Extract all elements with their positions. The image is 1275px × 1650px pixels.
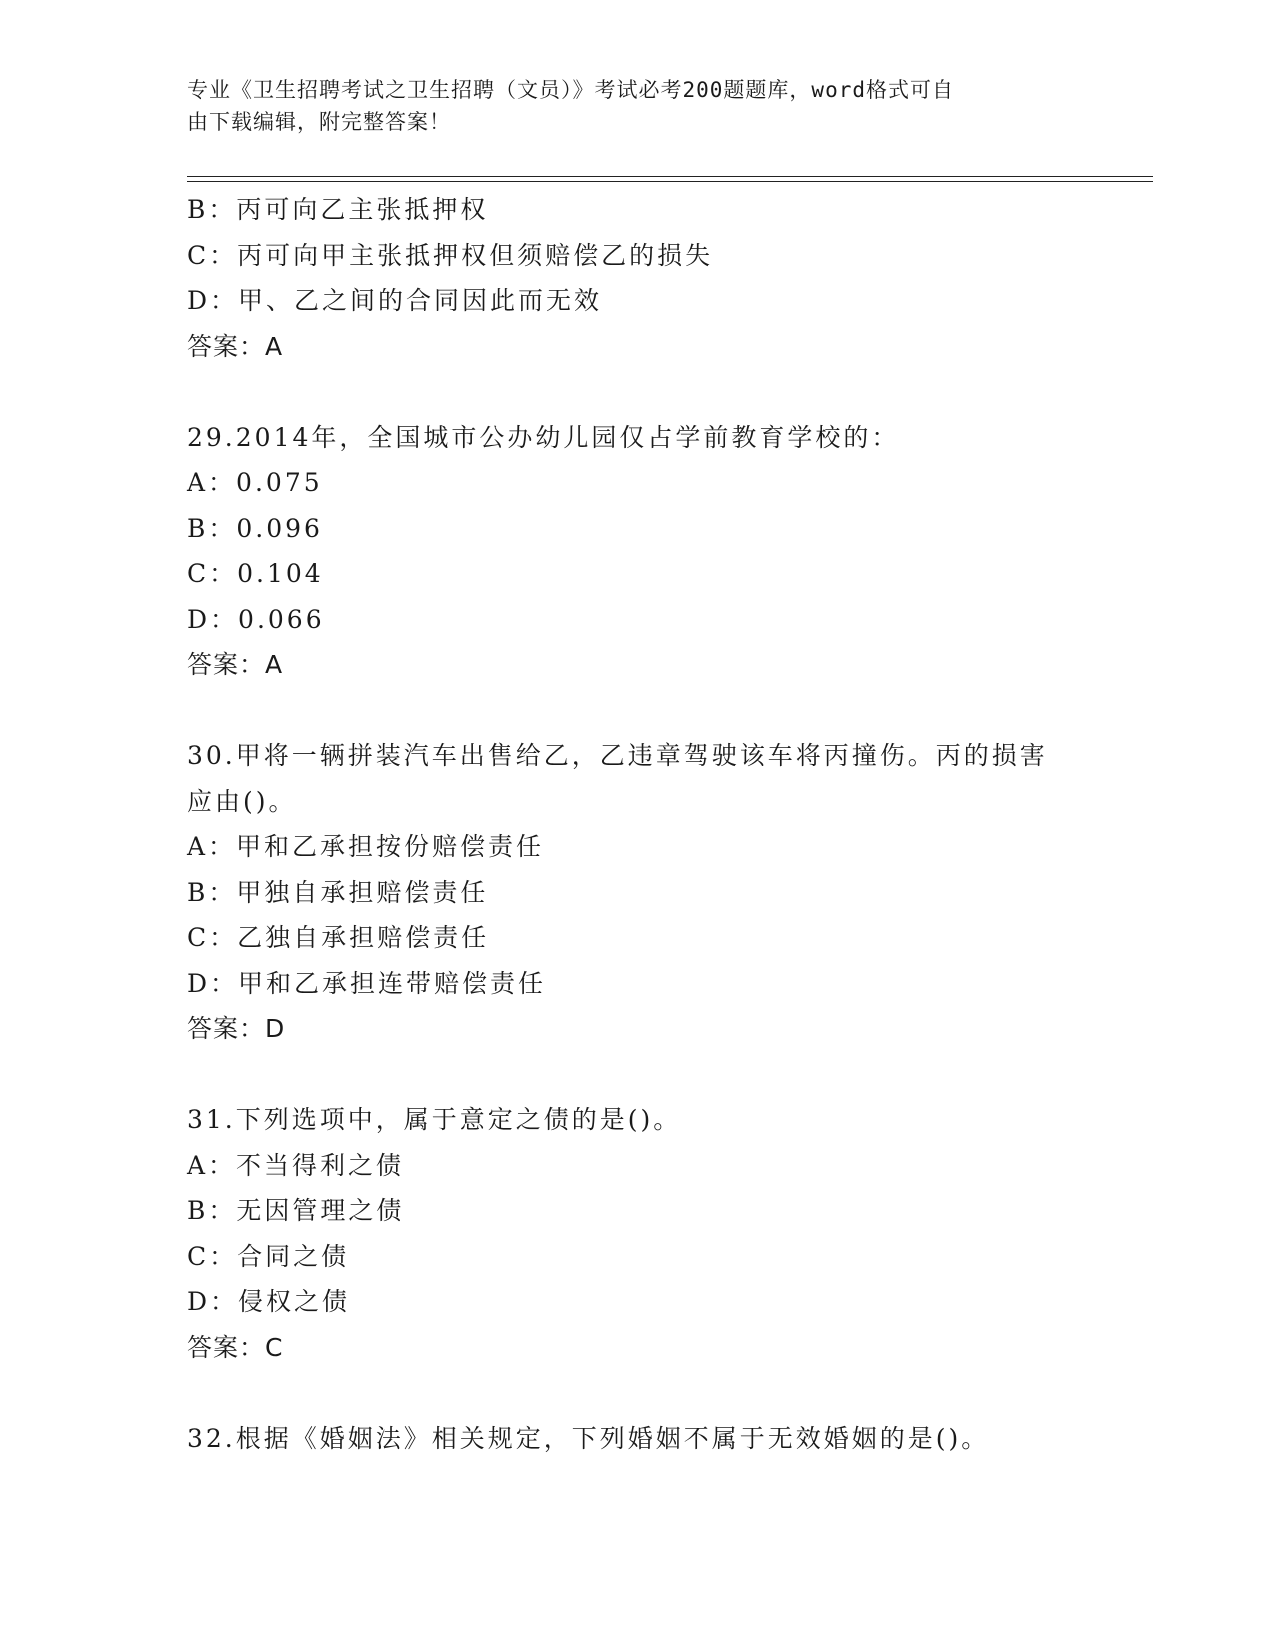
header-line-2: 由下载编辑，附完整答案！ xyxy=(187,110,451,134)
option-b: B：0.096 xyxy=(187,513,323,543)
option-c: C：合同之债 xyxy=(187,1241,350,1271)
header-line-1: 专业《卫生招聘考试之卫生招聘（文员）》考试必考200题题库，word格式可自 xyxy=(187,78,954,102)
option-c: C：0.104 xyxy=(187,559,324,588)
header-divider-top xyxy=(187,176,1153,177)
question-text: 31.下列选项中，属于意定之债的是()。 xyxy=(187,1105,682,1134)
spacer xyxy=(187,1052,1147,1098)
question-text-line-2: 应由()。 xyxy=(187,786,297,816)
answer: 答案：D xyxy=(187,1014,286,1043)
question-32 xyxy=(187,1416,1147,1462)
option-d: D：甲和乙承担连带赔偿责任 xyxy=(187,968,547,998)
option-c: C：丙可向甲主张抵押权但须赔偿乙的损失 xyxy=(187,240,714,270)
question-text-line-1: 30.甲将一辆拼装汽车出售给乙，乙违章驾驶该车将丙撞伤。丙的损害 xyxy=(187,741,1048,770)
option-d: D：0.066 xyxy=(187,604,325,634)
spacer xyxy=(187,688,1147,734)
question-29 xyxy=(187,415,1147,688)
question-30 xyxy=(187,733,1147,1052)
answer: 答案：A xyxy=(187,331,284,361)
question-text: 32.根据《婚姻法》相关规定，下列婚姻不属于无效婚姻的是()。 xyxy=(187,1423,990,1453)
option-a: A：不当得利之债 xyxy=(187,1150,405,1180)
question-31 xyxy=(187,1097,1147,1370)
option-a: A：0.075 xyxy=(187,468,323,497)
option-b: B：甲独自承担赔偿责任 xyxy=(187,877,489,907)
question-list xyxy=(187,187,1147,1461)
header-divider-bottom xyxy=(187,181,1153,182)
option-b: B：丙可向乙主张抵押权 xyxy=(187,195,489,224)
document-header xyxy=(187,74,1067,138)
question-text: 29.2014年，全国城市公办幼儿园仅占学前教育学校的： xyxy=(187,422,900,452)
spacer xyxy=(187,1370,1147,1416)
option-a: A：甲和乙承担按份赔偿责任 xyxy=(187,832,545,861)
answer: 答案：A xyxy=(187,650,284,679)
question-28-continued xyxy=(187,187,1147,369)
option-d: D：侵权之债 xyxy=(187,1287,351,1316)
spacer xyxy=(187,369,1147,415)
option-c: C：乙独自承担赔偿责任 xyxy=(187,923,490,952)
answer: 答案：C xyxy=(187,1332,284,1362)
option-d: D：甲、乙之间的合同因此而无效 xyxy=(187,286,603,315)
option-b: B：无因管理之债 xyxy=(187,1196,405,1225)
